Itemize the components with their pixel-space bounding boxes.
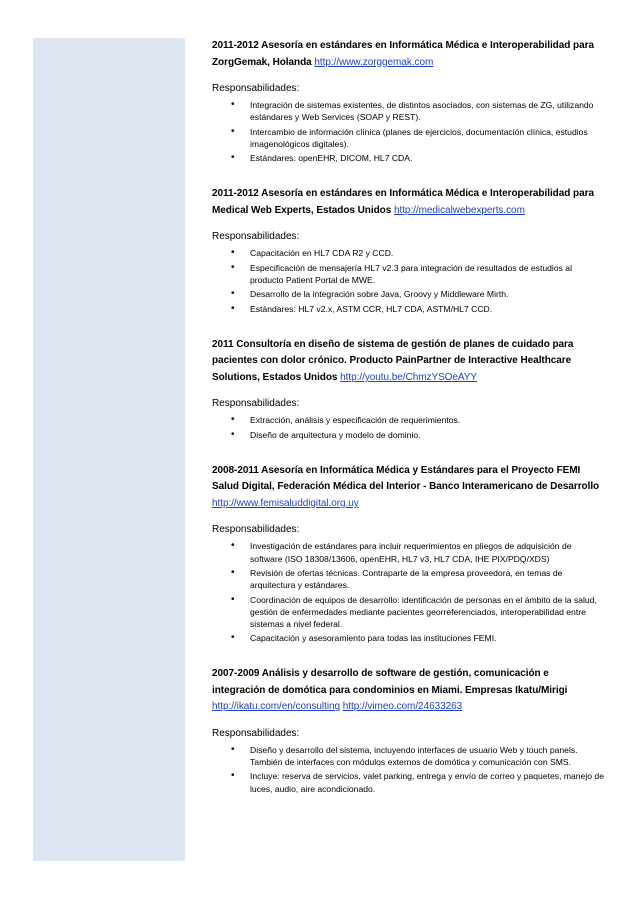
zorggemak-link[interactable]: http://www.zorggemak.com xyxy=(314,56,434,68)
ikatu-link[interactable]: http://ikatu.com/en/consulting xyxy=(212,701,341,713)
list-item: • Capacitación en HL7 CDA R2 y CCD. xyxy=(212,247,604,259)
list-item: • Intercambio de información clínica (planes de ejercicios, documentación clínica, estudios imagenológicos digitales). xyxy=(212,126,604,150)
section-heading xyxy=(212,666,604,716)
responsibilities-label: Responsabilidades: xyxy=(212,231,300,243)
responsibilities-list xyxy=(212,540,604,644)
responsibilities-label: Responsabilidades: xyxy=(212,727,300,739)
responsibilities-label: Responsabilidades: xyxy=(212,83,300,94)
responsibilities-label: Responsabilidades: xyxy=(212,524,300,536)
section-heading xyxy=(212,38,604,71)
list-item: • Incluye: reserva de servicios, valet parking, entrega y envío de correo y paquetes, manejo de luces, audio, aire acondicionado. xyxy=(212,770,604,794)
list-item: • Desarrollo de la integración sobre Java, Groovy y Middleware Mirth. xyxy=(212,288,604,300)
list-item: • Capacitación y asesoramiento para todas las instituciones FEMI. xyxy=(212,632,604,644)
heading-text: 2011 Consultoría en diseño de sistema de gestión de planes de cuidado para pacientes con dolor crónico. Producto PainPartner de Interactive Healthcare Solutions, Estados Unidos xyxy=(212,338,574,383)
responsibilities-label: Responsabilidades: xyxy=(212,398,300,410)
heading-text: 2008-2011 Asesoría en Informática Médica y Estándares para el Proyecto FEMI Salud Digital, Federación Médica del Interior - Banco Interamericano de Desarrollo xyxy=(212,464,600,493)
list-item: • Diseño y desarrollo del sistema, incluyendo interfaces de usuario Web y touch panels. También de interfaces con módulos externos de domótica y comunicación con SMS. xyxy=(212,744,604,768)
list-item: • Investigación de estándares para incluir requerimientos en pliegos de adquisición de software (ISO 18308/13606, openEHR, HL7 v3, HL7 CDA, IHE PIX/PDQ/XDS) xyxy=(212,540,604,564)
responsibilities-list xyxy=(212,414,604,441)
heading-text: 2011-2012 Asesoría en estándares en Informática Médica e Interoperabilidad para ZorgGemak, Holanda xyxy=(212,40,594,68)
resume-content xyxy=(212,38,604,817)
list-item: • Coordinación de equipos de desarrollo: identificación de personas en el ámbito de la salud, gestión de enfermedades mediante pacientes georreferenciados, interoperabilidad entre sistemas a nivel federal. xyxy=(212,594,604,630)
responsibilities-list xyxy=(212,247,604,315)
medicalwebexperts-link[interactable]: http://medicalwebexperts.com xyxy=(393,204,525,216)
list-item: • Estándares: openEHR, DICOM, HL7 CDA. xyxy=(212,152,604,164)
heading-text: 2011-2012 Asesoría en estándares en Informática Médica e Interoperabilidad para Medical Web Experts, Estados Unidos xyxy=(212,188,594,216)
youtube-link[interactable]: http://youtu.be/ChmzYSOeAYY xyxy=(340,371,478,383)
list-item: • Diseño de arquitectura y modelo de dominio. xyxy=(212,429,604,441)
list-item: • Extracción, análisis y especificación de requerimientos. xyxy=(212,414,604,426)
section-heading xyxy=(212,186,604,219)
section-heading xyxy=(212,337,604,387)
list-item: • Integración de sistemas existentes, de distintos asociados, con sistemas de ZG, utilizando estándares y Web Services (SOAP y REST). xyxy=(212,99,604,123)
experience-section-ikatu xyxy=(212,666,604,794)
sidebar-panel xyxy=(33,38,185,861)
experience-section-medicalwebexperts xyxy=(212,186,604,315)
responsibilities-list xyxy=(212,744,604,795)
list-item: • Estándares: HL7 v2.x, ASTM CCR, HL7 CDA, ASTM/HL7 CCD. xyxy=(212,303,604,315)
list-item: • Especificación de mensajería HL7 v2.3 para integración de resultados de estudios al producto Patient Portal de MWE. xyxy=(212,262,604,286)
vimeo-link[interactable]: http://vimeo.com/24633263 xyxy=(342,701,463,713)
experience-section-zorggemak xyxy=(212,38,604,164)
heading-text: 2007-2009 Análisis y desarrollo de software de gestión, comunicación e integración de domótica para condominios en Miami. Empresas Ikatu/Mirigi xyxy=(212,668,568,696)
section-heading xyxy=(212,463,604,513)
experience-section-painpartner xyxy=(212,337,604,441)
experience-section-femi xyxy=(212,463,604,644)
femi-link[interactable]: http://www.femisaluddigital.org.uy xyxy=(212,497,359,509)
responsibilities-list xyxy=(212,99,604,164)
list-item: • Revisión de ofertas técnicas. Contraparte de la empresa proveedora, en temas de arquitectura y estándares. xyxy=(212,567,604,591)
